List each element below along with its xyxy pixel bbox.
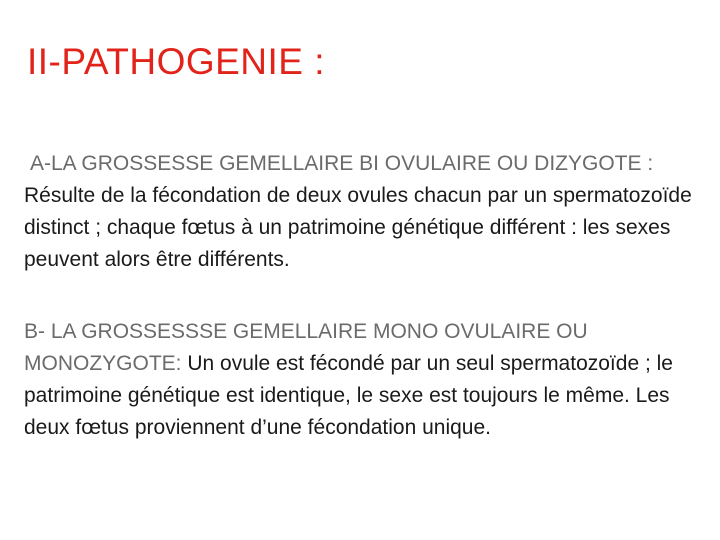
section-body-monozygote: Un ovule est fécondé par un seul spermatozoïde ; le patrimoine génétique est identique, le sexe est toujours le même. Les deux fœtus proviennent d’une fécondation unique. (24, 352, 673, 439)
section-body-dizygote: Résulte de la fécondation de deux ovules chacun par un spermatozoïde distinct ; chaque fœtus à un patrimoine génétique différent : les sexes peuvent alors être différents. (24, 184, 692, 271)
section-heading-monozygote: B- LA GROSSESSSE GEMELLAIRE MONO OVULAIRE OU MONOZYGOTE: (24, 320, 588, 375)
section-dizygote (24, 148, 714, 276)
slide-title: II-PATHOGENIE : (27, 41, 326, 82)
section-monozygote (24, 316, 714, 444)
section-heading-dizygote: A-LA GROSSESSE GEMELLAIRE BI OVULAIRE OU DIZYGOTE : (30, 152, 654, 175)
